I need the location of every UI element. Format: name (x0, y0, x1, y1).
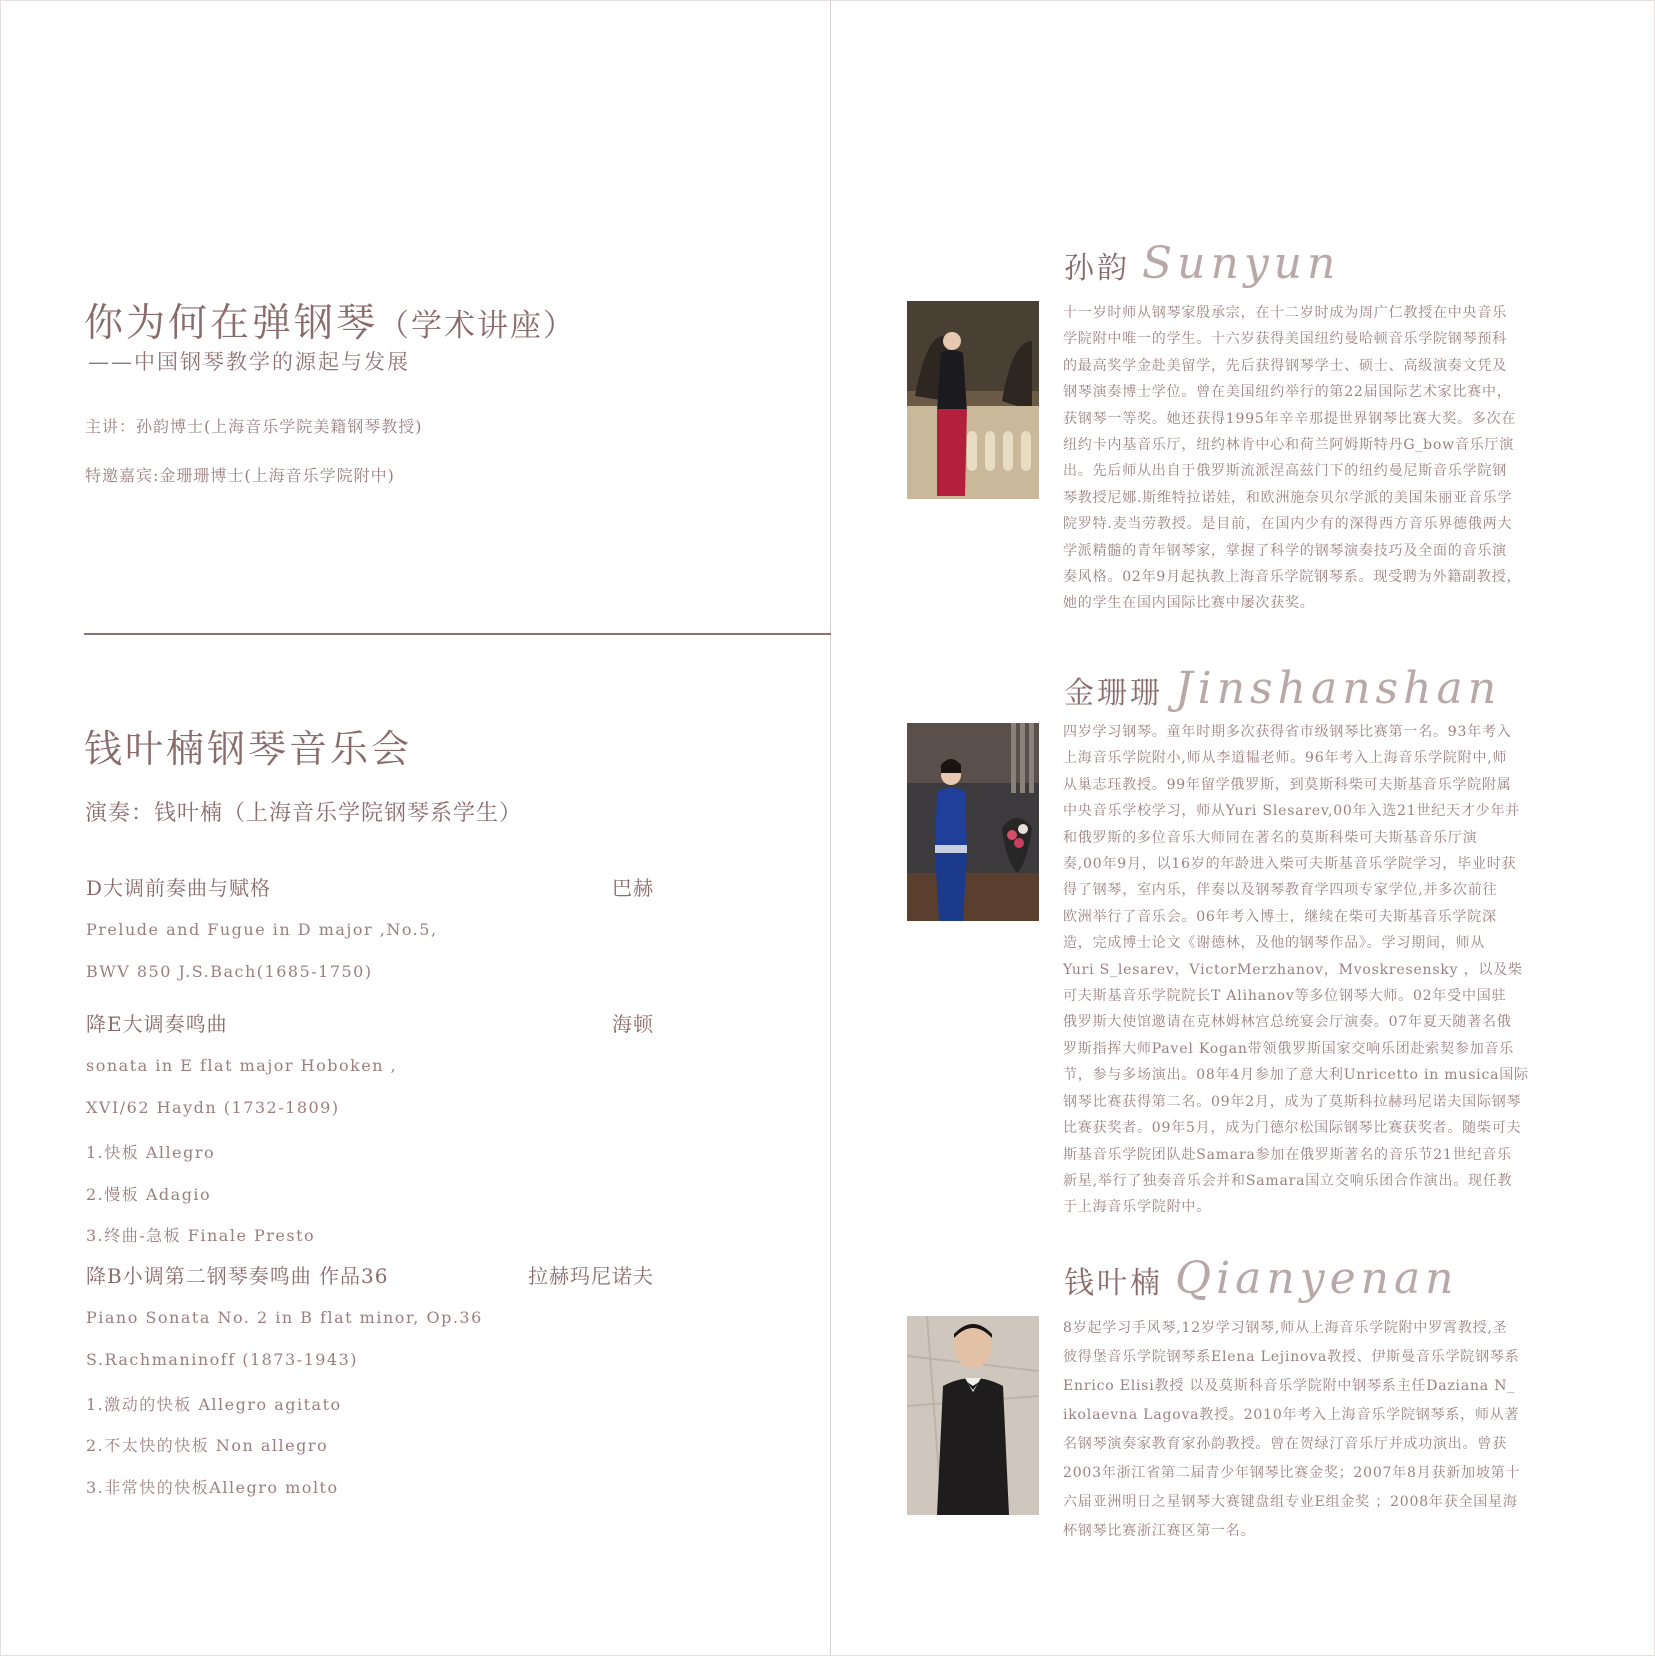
bio-line: 和俄罗斯的多位音乐大师同在著名的莫斯科柴可夫斯基音乐厅演 (1063, 829, 1478, 846)
piece-composer: 拉赫玛尼诺夫 (528, 1264, 654, 1288)
bio-line: 钢琴演奏博士学位。曾在美国纽约举行的第22届国际艺术家比赛中， (1063, 384, 1512, 401)
program-piece (86, 872, 654, 901)
bio-line: 节，参与多场演出。08年4月参加了意大利Unricetto in musica国际 (1063, 1067, 1529, 1084)
program-line: 3.非常快的快板Allegro molto (86, 1478, 339, 1497)
bio-line: 琴教授尼娜.斯维特拉诺娃，和欧洲施奈贝尔学派的美国朱丽亚音乐学 (1063, 489, 1513, 506)
concert-performer: 演奏：钱叶楠（上海音乐学院钢琴系学生） (85, 801, 523, 826)
bio-line: 获钢琴一等奖。她还获得1995年辛辛那提世界钢琴比赛大奖。多次在 (1063, 410, 1517, 427)
program-line: XVI/62 Haydn (1732-1809) (86, 1098, 340, 1117)
portrait-photo (907, 723, 1039, 921)
bio-line: 于上海音乐学院附中。 (1063, 1199, 1211, 1216)
bio-en-name: Qianyenan (1175, 1253, 1459, 1304)
program-line: sonata in E flat major Hoboken , (86, 1056, 398, 1075)
bio-line: 从巢志珏教授。99年留学俄罗斯，到莫斯科柴可夫斯基音乐学院附属 (1063, 776, 1512, 793)
bio-line: 奏风格。02年9月起执教上海音乐学院钢琴系。现受聘为外籍副教授， (1063, 569, 1522, 586)
program-line: 3.终曲-急板 Finale Presto (86, 1226, 316, 1245)
bio-cn-name: 孙韵 (1064, 251, 1130, 286)
bio-line: 2003年浙江省第二届青少年钢琴比赛金奖；2007年8月获新加坡第十 (1063, 1465, 1521, 1481)
piece-title: 降B小调第二钢琴奏鸣曲 作品36 (86, 1264, 389, 1288)
bio-line: 学院附中唯一的学生。十六岁获得美国纽约曼哈顿音乐学院钢琴预科 (1063, 331, 1507, 348)
bio-line: 院罗特.麦当劳教授。是目前，在国内少有的深得西方音乐界德俄两大 (1063, 516, 1513, 533)
piece-title: D大调前奏曲与赋格 (86, 876, 272, 900)
program-line: 1.快板 Allegro (86, 1143, 216, 1162)
bio-line: 奏,00年9月，以16岁的年龄进入柴可夫斯基音乐学院学习，毕业时获 (1063, 856, 1517, 873)
bio-en-name: Sunyun (1142, 238, 1341, 289)
section-divider (84, 633, 831, 635)
bio-line: ikolaevna Lagova教授。2010年考入上海音乐学院钢琴系，师从著 (1063, 1407, 1520, 1423)
program-line: S.Rachmaninoff (1873-1943) (86, 1350, 359, 1369)
lecture-title-paren: （学术讲座） (378, 308, 577, 344)
piece-title: 降E大调奏鸣曲 (86, 1012, 228, 1036)
program-line: Piano Sonata No. 2 in B flat minor, Op.36 (86, 1308, 483, 1327)
lecture-title: 你为何在弹钢琴（学术讲座） (84, 301, 577, 346)
lecture-subtitle: ——中国钢琴教学的源起与发展 (88, 350, 410, 374)
bio-line: 十一岁时师从钢琴家殷承宗，在十二岁时成为周广仁教授在中央音乐 (1063, 305, 1507, 321)
bio-text (1063, 1314, 1558, 1546)
bio-line: 新星,举行了独奏音乐会并和Samara国立交响乐团合作演出。现任教 (1063, 1172, 1513, 1189)
bio-line: 上海音乐学院附小,师从李道韫老师。96年考入上海音乐学院附中,师 (1063, 750, 1508, 767)
bio-line: 彼得堡音乐学院钢琴系Elena Lejinova教授、伊斯曼音乐学院钢琴系 (1063, 1349, 1520, 1365)
bio-line: 她的学生在国内国际比赛中屡次获奖。 (1063, 595, 1315, 612)
bio-line: 比赛获奖者。09年5月，成为门德尔松国际钢琴比赛获奖者。随柴可夫 (1063, 1120, 1522, 1137)
bio-line: 的最高奖学金赴美留学，先后获得钢琴学士、硕士、高级演奏文凭及 (1063, 357, 1507, 374)
bio-line: 欧洲举行了音乐会。06年考入博士，继续在柴可夫斯基音乐学院深 (1063, 908, 1497, 925)
bio-text (1063, 300, 1558, 617)
concert-title: 钱叶楠钢琴音乐会 (84, 727, 413, 771)
program-line: 2.不太快的快板 Non allegro (86, 1436, 329, 1455)
bio-line: 罗斯指挥大师Pavel Kogan带领俄罗斯国家交响乐团赴索契参加音乐 (1063, 1040, 1515, 1057)
bio-line: 得了钢琴，室内乐，伴奏以及钢琴教育学四项专家学位,并多次前往 (1063, 882, 1498, 899)
bio-line: 出。先后师从出自于俄罗斯流派涅高兹门下的纽约曼尼斯音乐学院钢 (1063, 463, 1507, 480)
bio-line: 8岁起学习手风琴,12岁学习钢琴,师从上海音乐学院附中罗霄教授,圣 (1063, 1320, 1508, 1336)
bio-heading (1064, 663, 1501, 714)
bio-text (1063, 719, 1558, 1221)
bio-line: 名钢琴演奏家教育家孙韵教授。曾在贺绿汀音乐厅并成功演出。曾获 (1063, 1436, 1507, 1452)
bio-line: 造，完成博士论文《谢德林，及他的钢琴作品》。学习期间，师从 (1063, 935, 1486, 952)
bio-line: 俄罗斯大使馆邀请在克林姆林宫总统宴会厅演奏。07年夏天随著名俄 (1063, 1014, 1512, 1031)
bio-line: 中央音乐学校学习，师从Yuri Slesarev,00年入选21世纪天才少年并 (1063, 803, 1521, 820)
program-line: Prelude and Fugue in D major ,No.5, (86, 920, 438, 939)
program-piece (86, 1008, 654, 1037)
portrait-photo (907, 301, 1039, 499)
bio-line: Enrico Elisi教授 以及莫斯科音乐学院附中钢琴系主任Daziana N_ (1063, 1378, 1516, 1394)
program-line: BWV 850 J.S.Bach(1685-1750) (86, 962, 373, 981)
bio-line: 四岁学习钢琴。童年时期多次获得省市级钢琴比赛第一名。93年考入 (1063, 724, 1512, 740)
piece-composer: 巴赫 (612, 876, 654, 900)
bio-line: 可夫斯基音乐学院院长T Alihanov等多位钢琴大师。02年受中国驻 (1063, 988, 1507, 1005)
lecture-guest: 特邀嘉宾:金珊珊博士(上海音乐学院附中) (85, 466, 395, 485)
program-line: 2.慢板 Adagio (86, 1185, 212, 1204)
bio-heading (1064, 238, 1340, 289)
bio-en-name: Jinshanshan (1175, 663, 1502, 714)
bio-line: 斯基音乐学院团队赴Samara参加在俄罗斯著名的音乐节21世纪音乐 (1063, 1146, 1512, 1163)
program-piece (86, 1260, 654, 1289)
bio-line: 纽约卡内基音乐厅，纽约林肯中心和荷兰阿姆斯特丹G_bow音乐厅演 (1063, 437, 1515, 454)
lecture-speaker: 主讲：孙韵博士(上海音乐学院美籍钢琴教授) (85, 417, 423, 436)
bio-line: 杯钢琴比赛浙江赛区第一名。 (1063, 1523, 1256, 1539)
center-fold (830, 0, 831, 1656)
bio-cn-name: 金珊珊 (1064, 676, 1163, 711)
program-line: 1.激动的快板 Allegro agitato (86, 1395, 342, 1414)
bio-line: 学派精髓的青年钢琴家，掌握了科学的钢琴演奏技巧及全面的音乐演 (1063, 542, 1507, 559)
piece-composer: 海顿 (612, 1012, 654, 1036)
bio-line: Yuri S_lesarev，VictorMerzhanov，Mvoskresensky ，以及柴 (1063, 961, 1523, 978)
bio-line: 六届亚洲明日之星钢琴大赛键盘组专业E组金奖 ；2008年获全国星海 (1063, 1494, 1518, 1510)
bio-line: 钢琴比赛获得第二名。09年2月，成为了莫斯科拉赫玛尼诺夫国际钢琴 (1063, 1093, 1522, 1110)
bio-heading (1064, 1253, 1459, 1304)
bio-cn-name: 钱叶楠 (1064, 1266, 1163, 1301)
portrait-photo (907, 1316, 1039, 1515)
